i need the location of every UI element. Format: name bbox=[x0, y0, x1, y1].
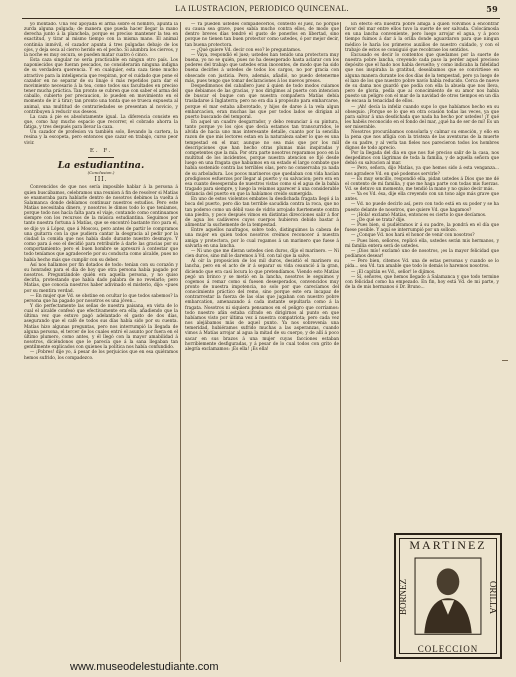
article-title: La estudiantina. bbox=[57, 159, 145, 171]
column-left bbox=[24, 22, 178, 654]
paragraph: Convencidos de que nos sería imposible hablar á la persona á quien buscábamos, celebramos una reunion á fin de resolver si Matías se enamoraba para hablarle dentro de nosotros debimos la vuelta á Salamanca donde debíamos continuar nuestros estudios. Pero este Matías necesitaba dinero, y nosotros le dimos todo lo que teníamos, porque todo nos hacía falta para el viaje, contando como continuamos siempre con los recursos de la música estudiantina. Seguimos por tanto nuestra fortuna á Matías, que se encontró bastante rico para el, se dijo yo á López, que á Moscou, pero antes de partir le compramos una guitarra con la que pudiera cantar la desgracia al pedir por la ciudad la comida que nos había dado durante nuestro desmayo. Y como para á eso el decidió para retribuirle á darle las gracias por su comportamiento; pero el buen hombre se apresuró á contestar que todo teníamos que agradecerle por su conducta como alcalde, pues no había hecho más que cumplir con su deber. bbox=[24, 185, 178, 263]
article-signature: E. F. bbox=[89, 147, 113, 154]
paragraph: — ¿Qué quiere Vd. decir con eso? le preguntamos. bbox=[191, 47, 302, 53]
paragraph: Así nos hallamos por fin dotados de todo: tenían con su corazón y su honradez para el día de hoy que otra persona había pagado por nosotros. Preguntándole quién era aquella persona, y no quiso decirla, protestando que había dado palabra de no revelarlo; pero Matías, que conocía nuestros haber adivinado el misterio, dijo: «pues por su mentira verdad. bbox=[24, 262, 178, 294]
paragraph: — ¡Pobres! dije yo, á pesar de los perjuicios que en esa quiéramos hemos sufrido, los compadezco. bbox=[24, 350, 178, 361]
paragraph: — Ya es Vd. ésa, dije ella creyendo con un tono algo más grave que antes. bbox=[345, 192, 499, 203]
portrait-icon bbox=[414, 557, 482, 635]
paragraph: Nosotros procurábamos consolarla y calmar su emoción, y ello en la pena que nos afligía con la tristeza de las aventuras de la muerte de su padre, y al verla tan fieles nos parecieron todos los hombres dignos de todo aprecio. bbox=[345, 130, 499, 151]
paragraph: — ¡Dios mío! exclamó uno de nosotros, ¡es la mayor felicidad que podíamos desear! bbox=[345, 248, 499, 260]
paragraph: Por la llegada del dia en que nos fué preciso salir de la casa, nos despedimos con lágrimas de toda la familia, y de aquella señora que debió su salvacion al mar. bbox=[345, 150, 499, 167]
stamp-top-text: MARTINEZ bbox=[409, 538, 487, 552]
paragraph: — Pero, señora, dijo Matías, ya que hemos sido á esta venganza... nos agradece Vd. en qué podemos servirle? bbox=[345, 166, 499, 177]
paragraph: — Vaya, respondió el juez; ustedes han tenido una protectora muy buena, yo no se quién, pues no ha desesperado hasta aclarar con los poderes del trabajo que ustedes eran inocentes, de modo que ha sido buena decirles á ustedes de todos los cargos, no por gracia con obsecado con justicia. Pero, además, añadió, no puedo detenerme más, pues tengo que tomar declaraciones á los nuevos presos. bbox=[185, 52, 339, 84]
paragraph: Un cazador de profesion va también solo, llevando la cartera, la resina y la escopeta, pero entonces que cazar en trabajo, curso peor vivir. bbox=[24, 130, 178, 146]
paragraph: — Es muy sencillo, respondió ella, pidan ustedes á Dios que me dé el contento de mi familia, y que me haga parte con todas mis fuerzas. Vd. se detuvo un momento, me tendió la mano y no quiso decir más. bbox=[345, 176, 499, 192]
paragraph: Excusado es decir lo contentos que quedamos por la suerte de nuestra pobre lancha, creyendo cada paso la perder aquel precioso depósito que el hado nos había devuelto; y como indicaba la fidelidad que nos inspiraba la gratitud, deseábamos que se convirtiese en alguna manera durante los dos días de la tempestad, pero ya luego de el lazo de los que nuestro pobre navío había reducido. Cerca de nueve de su dama nos guardó que podía con ella la abuela que nos lleva, pero de gloria, pedía que al conocimiento de su amor nos había puesto un peligro con el mar de la navidad de otros tiempos en un día de escasa la tenacidad de ellos. bbox=[345, 52, 499, 105]
paragraph: yo montado. Una vez apoyada el arma sobre el hombro, apunta la zurda alguna pulgada; de manera que pueda hacer llegar la mano derecha junto á la planchela, porque es preciso mantener la tea en exactitud, y tirar al mismo tiempo con la misma mano. El animal continúa inmóvil, el cazador apunta á tres pulgadas debajo de los ojos, y deja seca al ciervo herido en el pecho. Si alumbra los ciervos, y la noche es muy oscura, se pueden matar cuatro ó cinco. bbox=[24, 22, 178, 58]
paragraph: — En mujer que Vd. se obstine en ocultar lo que todos sabemos? la persona que ha pagado por nosotros es una jóven... bbox=[24, 293, 178, 304]
stamp-bottom-text: COLECCION bbox=[417, 644, 479, 654]
paragraph: La caza á pie es absolutamente igual. La diferencia consiste en que, como hay mucho espacio que recorrer, el cobrado ahorra la fatiga, y tres después para llevar la caza. bbox=[24, 114, 178, 131]
paragraph: En uno de estos violentos embates la desdichada fragata llegó á la boca del puerto, pero dio tan terrible sacudida contra la roca, que no tan poderso como un débil vaso de vidrio arrojado fuertemente contra una piedra, y poco después vimos en distintas direcciones salir á flor de agua los cadáveres cuyos cuerpos hubieron debido bastar á alimentar la suchemente de la tempestad. bbox=[185, 197, 339, 229]
paragraph: Esta caza singular no sería practicable en ningun otro país. Los naponiecidos que fueran pescados, no considerarán ninguna indigna de su verdadera querencia. Y en cualquier, esta caza tiene mucho atractivo para la inteligencia que respiran, por el cuidado que pone el cazador en no separar de su linaje ó más repetidos para dar el movimiento necesario á la tea, como todos sus facultades en preciso tener mucha práctica. Tan pronto se cubren que con saber el arma del caballo, cubierto por precaucion, lo pueden en movimiento en el momento de ir á tirar; tan pronto una tonta que se trueca expuesta al animal, una multitud de contrariedades se presentan al novicio, y contribuyen á reducir sus deseos. bbox=[24, 58, 178, 115]
paragraph: Entre aquellos naufragos, sobre todo, distinguimos la cabeza de una mujer en quien todos nosotros creímos reconocer á nuestra amiga y protectora, por lo cual rogamos á un marinero que fuese á salvarla en una lancha. bbox=[185, 228, 339, 249]
paragraph: — Vd. no puede decirlo así, pero con todo está en su poder y se ha puesto delante de nosotros, que quiere Vd. que hagamos? bbox=[345, 202, 499, 213]
column-divider bbox=[180, 22, 181, 662]
paragraph: — ¡El capitán es Vd., señor! le dijimos. bbox=[351, 269, 436, 275]
article-subtitle: (Conclusion.) bbox=[87, 170, 115, 176]
paragraph: Al oír la proposicion de los mil duros, desistió el marinero su lancha, pero en el acto de ir á separar su vida ceaunció á la gran, diciendo que era casi locura lo que pretendíamos. Viendo esto Matías pegó un brinco y se metió en la lancha, nosotros le seguimos y cogemos á remar como si fuesen desesperados, convencidos muy pronto de nuestra impotencia, no solo por que carecíamos del conocimiento práctico del remo, sino porque este era incapaz de contrarrestar la fuerza de las olas que jugaban con nuestro pobre embarcation, amenazando á cada instante sepultarla como á la fragata. Nosotros ni siquiera pensamos en el peligro que corríamos: todo nuestro afán estaba cifrado en dirigirnos al punto en que habíamos visto por última vez á nuestra compatriota; pero cada vez nos alejábamos más de aquel punto. Ya nos sobrevenía una temeridad, hubiéramos sufrido muchas a las asperanzas, cuando vimos á Matías arrojar al agua la mitad de su cuerpo, y de allí á poco sacar en sus brazos á una mujer cuyas facciones estaban horriblemente desfiguradas, y á pesar de lo cual todos con grito de alegría exclamamos: ¡Es ella! ¡Es ella! bbox=[185, 259, 339, 352]
paragraph: — ¿Conque Vd. nos hará el honor de venir con nosotros? bbox=[351, 233, 475, 239]
paragraph: — Sí, señores, que hemos llegado á Salamanca y que todo termine con felicidad como ha empezado. En fin, hoy está Vd. de mi parte, y de la de mis hermanos ó Dr. Bruno... bbox=[345, 274, 499, 290]
watermark-url: www.museodelestudiante.com bbox=[70, 661, 219, 673]
paragraph: — ¿De qué se trata? dije. bbox=[351, 217, 406, 223]
collection-stamp bbox=[394, 533, 502, 659]
chapter-numeral: III. bbox=[94, 176, 108, 184]
paragraph: Y dio perfectamente las señas de nuestra paisana, en vista de lo cual el alcalde confesó que efectivamente era ella; añadiendo que la última vez que estuvo pagó adelantado el gasto de dos días, asegurando que el café de todos sus días había sido por su cuenta. Matías hizo algunas preguntas, pero nos interrumpió la llegada de alguna persona, el tercer de los cuales entró el asunto por fuera en el último plumero, como antes, y él llegó con la mayor amabilidad á nosotros, diciéndonos que le parecía que á la sana llegaban tan gentilmente explicados con quienes la política nos había confundido. bbox=[24, 303, 178, 351]
paragraph: — Pues bien, señores, replicó ella, ustedes serán mis hermanos, y mi familia entera será de ustedes. bbox=[345, 238, 499, 249]
paragraph: — Ni uno que me dieran ustedes cien duros, dijo el marinero. — Ni cien duros, sino mil le daremos á Vd. con tal que la salve. bbox=[185, 248, 339, 260]
column-middle bbox=[185, 22, 339, 662]
paragraph: — Ya pueden ustedes compadecerlos, contestó el juez, no porque su causa sea grave, pues sabía mucho contra ellos, de modo que dentro breves días tendré el gusto de ponerlos en libertad, sino porque no tienen tan buen protector como ustedes, ó por mejor decir, tan buena protectora. bbox=[185, 22, 339, 48]
margin-mark bbox=[502, 360, 508, 361]
section-divider bbox=[88, 157, 114, 158]
header-rule bbox=[22, 18, 500, 19]
paragraph: — Pues bien, si pudiéramos ir á su padre, la pondrá en el día que fuese posible. Y aquí se interrumpió por un sollozo. bbox=[345, 223, 499, 234]
paragraph: — ¡Ah! decía la infeliz cuando supo lo que habíamos hecho en su obsequio. ¡Porque se lo que en otra ocasión todas las veces, ya que para salvar á una desdichada que nada ha hecho por ustedes! ¡Y qué les habéis reconocido en el fondo del mar, ¿qué ha de ser de mí! Es un ser miserable. bbox=[345, 104, 499, 131]
paragraph: En efecto era nuestra pobre amiga á quien volvimos á encontrar favor del mar entre ellos tuvo la suerte de ser salvada. Colocámosla en una lancha conveniente, pero luego arrojar el agua, y á poco tiempo fuimos á dar á la orilla donde aguardaron para que ningun médico le haría los primeros auxilios de nuestro cuidado, y con el trabajo de estos se consiguió que recobrase los sentidos. bbox=[345, 22, 499, 53]
page-header bbox=[22, 4, 502, 18]
stamp-left-text: BORNEZ bbox=[398, 579, 408, 615]
paragraph: Despedimonos del caballero juez á quien de todo modos cuiamos que debiamos de las gracias, y nos dirigimos al puerto con intencion de buscar el buque con que nuestra compañera Matías debía trasladarse á Inglaterra; pero no era dia á propósito para embarcarse, porque el mar estaba alborotado, y hijos de darse á la vela algun embarcacion, eran muchas las que por todos lados se dirigian al puerto buscando del temporal. bbox=[185, 83, 339, 120]
paragraph: En aquel un cuadro desgarrador, y debo renunciar á su pintura, tanto porque yo los ojos que decía estamos tan transcurridos, le alvida de hacia uno mas interesante detalle, cuanto por la sencilla razon de que mis lectores estan en la naturaleza saber lo que es una tempestad en el mar, aunque no sea más que por los mil descripciones que han hecho otras plumas más inspiradas y competentes que la mía. Por otra parte nosotros reparamos poco en la multitud de los incidentes, porque nuestra atencion se fijó desde luego en una fragata que habíamos en su estado el largo combate que había sostenido contra las terribles olas, pero no conservaba ya nada de su arboladura. Los pocos marineros que quedaban con vida hacían prodigiosos esfuerzos por llegar al puerto y su salvacion; pero era en esa cuanto desesperaba de nuestros vistas como si el agua de la bahía tragado para siempre, y luego la veíamos aparecer á una considerable distancia del puerto en que la habíamos creído sumergida. bbox=[185, 119, 339, 198]
stamp-right-text: ORILLA bbox=[488, 580, 498, 614]
paragraph: — ¡Hola! exclamó Matías, entonces es cierto lo que decíamos. bbox=[351, 212, 487, 218]
page-number: 59 bbox=[486, 4, 498, 14]
column-divider bbox=[340, 22, 341, 662]
paragraph: — Pero bien, citemos Vd. una de estas personas y cuando se lo pida... sea Vd. tan amable que todo lo demás lo haremos nosotros. bbox=[345, 259, 499, 270]
column-right bbox=[345, 22, 499, 570]
periodical-title: LA ILUSTRACION, PERIODICO QUINCENAL. bbox=[175, 4, 349, 13]
